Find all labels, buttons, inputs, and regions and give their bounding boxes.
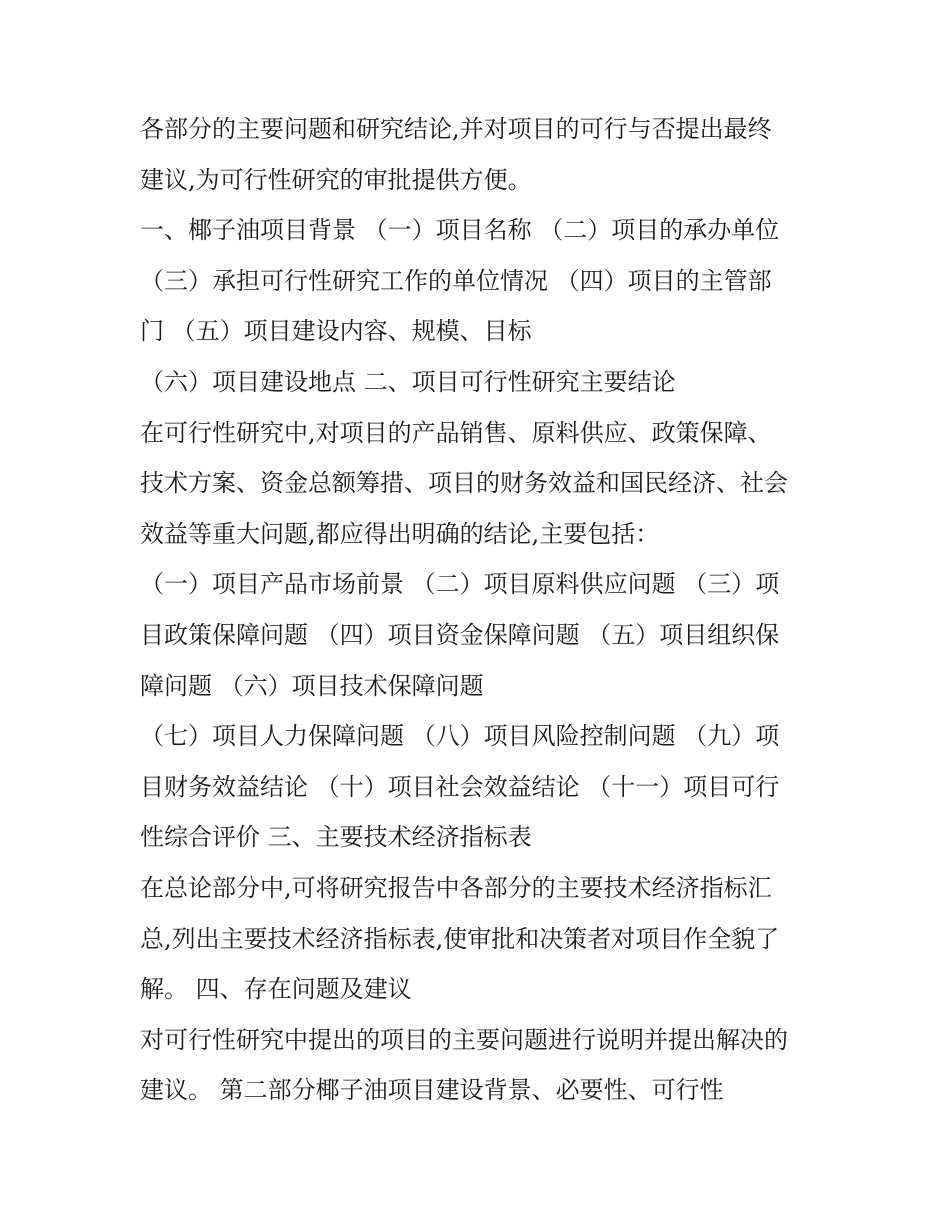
text-line-1: 各部分的主要问题和研究结论,并对项目的可行与否提出最终 <box>140 115 772 143</box>
text-line-17: 总,列出主要技术经济指标表,使审批和决策者对项目作全貌了 <box>140 924 780 953</box>
body-text <box>140 104 820 1116</box>
text-line-13: （七）项目人力保障问题 （八）项目风险控制问题 （九）项 <box>140 722 780 751</box>
text-line-14: 目财务效益结论 （十）项目社会效益结论 （十一）项目可行 <box>140 772 780 801</box>
text-line-3: 一、椰子油项目背景 （一）项目名称 （二）项目的承办单位 <box>140 216 780 245</box>
text-line-18: 解。 四、存在问题及建议 <box>140 975 412 1004</box>
text-line-15: 性综合评价 三、主要技术经济指标表 <box>140 823 532 852</box>
text-line-19: 对可行性研究中提出的项目的主要问题进行说明并提出解决的 <box>140 1025 788 1054</box>
text-line-12: 障问题 （六）项目技术保障问题 <box>140 671 484 700</box>
text-line-2: 建议,为可行性研究的审批提供方便。 <box>140 165 532 194</box>
text-line-6: （六）项目建设地点 二、项目可行性研究主要结论 <box>140 367 676 396</box>
text-line-4: （三）承担可行性研究工作的单位情况 （四）项目的主管部 <box>140 266 772 295</box>
text-line-7: 在可行性研究中,对项目的产品销售、原料供应、政策保障、 <box>140 418 772 447</box>
text-line-9: 效益等重大问题,都应得出明确的结论,主要包括： <box>140 519 660 548</box>
text-line-10: （一）项目产品市场前景 （二）项目原料供应问题 （三）项 <box>140 570 780 599</box>
text-line-16: 在总论部分中,可将研究报告中各部分的主要技术经济指标汇 <box>140 873 772 902</box>
text-line-5: 门 （五）项目建设内容、规模、目标 <box>140 317 532 346</box>
text-line-20: 建议。 第二部分椰子油项目建设背景、必要性、可行性 <box>140 1076 724 1105</box>
text-line-8: 技术方案、资金总额筹措、项目的财务效益和国民经济、社会 <box>140 469 788 498</box>
text-line-11: 目政策保障问题 （四）项目资金保障问题 （五）项目组织保 <box>140 620 780 649</box>
